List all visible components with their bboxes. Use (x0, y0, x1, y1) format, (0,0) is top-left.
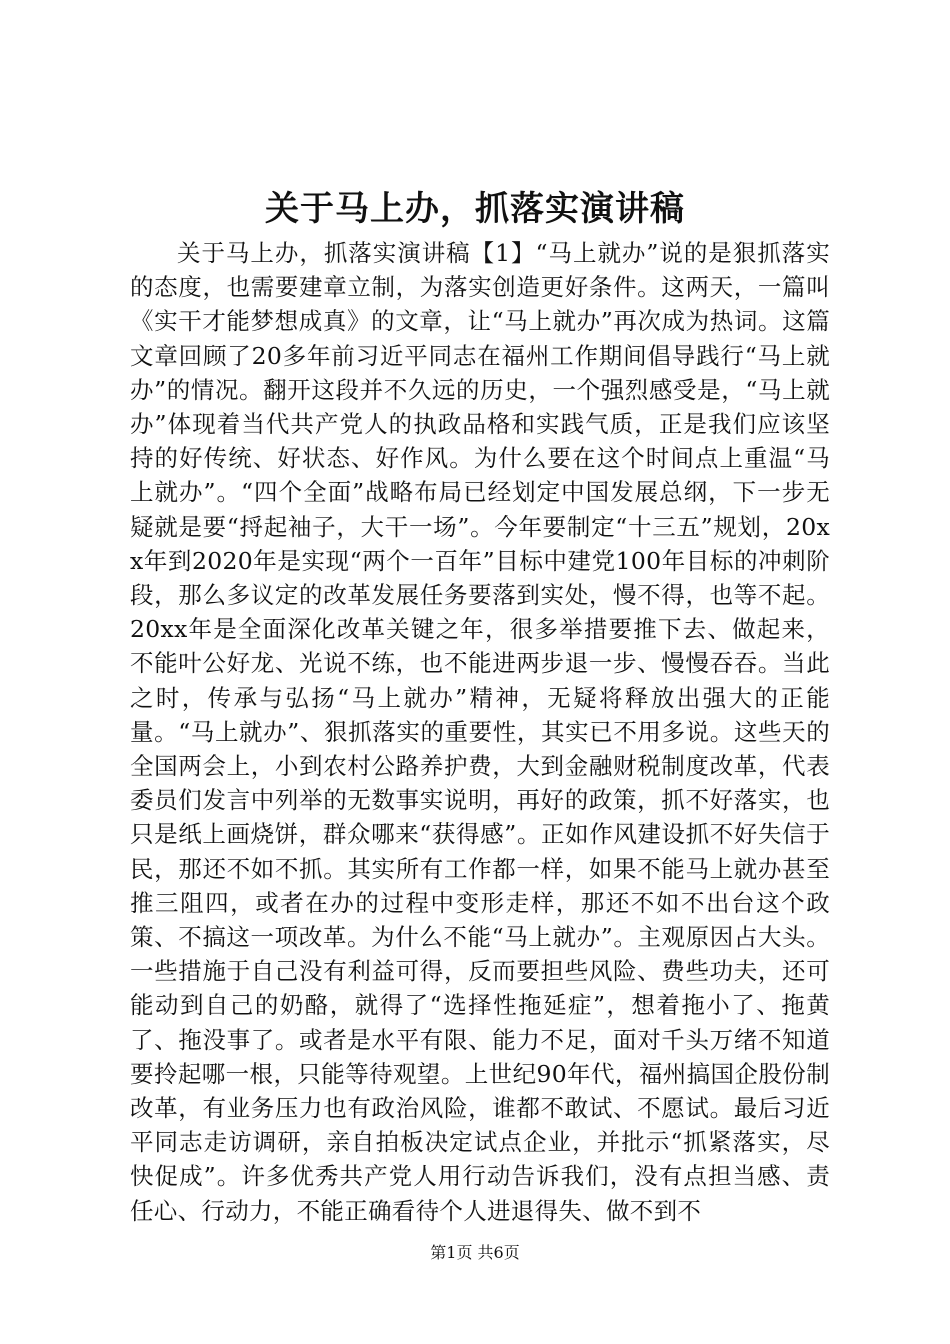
page-number: 第1页 共6页 (430, 1243, 520, 1262)
document-body: 关于马上办，抓落实演讲稿【1】“马上就办”说的是狠抓落实的态度，也需要建章立制，为落实创造更好条件。这两天，一篇叫《实干才能梦想成真》的文章，让“马上就办”再次成为热词。这篇文章回顾了20多年前习近平同志在福州工作期间倡导践行“马上就办”的情况。翻开这段并不久远的历史，一个强烈感受是，“马上就办”体现着当代共产党人的执政品格和实践气质，正是我们应该坚持的好传统、好状态、好作风。为什么要在这个时间点上重温“马上就办”。“四个全面”战略布局已经划定中国发展总纲，下一步无疑就是要“捋起袖子，大干一场”。今年要制定“十三五”规划，20xx年到2020年是实现“两个一百年”目标中建党100年目标的冲刺阶段，那么多议定的改革发展任务要落到实处，慢不得，也等不起。20xx年是全面深化改革关键之年，很多举措要推下去、做起来，不能叶公好龙、光说不练，也不能进两步退一步、慢慢吞吞。当此之时，传承与弘扬“马上就办”精神，无疑将释放出强大的正能量。“马上就办”、狠抓落实的重要性，其实已不用多说。这些天的全国两会上，小到农村公路养护费，大到金融财税制度改革，代表委员们发言中列举的无数事实说明，再好的政策，抓不好落实，也只是纸上画烧饼，群众哪来“获得感”。正如作风建设抓不好失信于民，那还不如不抓。其实所有工作都一样，如果不能马上就办甚至推三阻四，或者在办的过程中变形走样，那还不如不出台这个政策、不搞这一项改革。为什么不能“马上就办”。主观原因占大头。一些措施于自己没有利益可得，反而要担些风险、费些功夫，还可能动到自己的奶酪，就得了“选择性拖延症”，想着拖小了、拖黄了、拖没事了。或者是水平有限、能力不足，面对千头万绪不知道要拎起哪一根，只能等待观望。上世纪90年代，福州搞国企股份制改革，有业务压力也有政治风险，谁都不敢试、不愿试。最后习近平同志走访调研，亲自拍板决定试点企业，并批示“抓紧落实，尽快促成”。许多优秀共产党人用行动告诉我们，没有点担当感、责任心、行动力，不能正确看待个人进退得失、做不到不 (130, 239, 830, 1225)
document-title: 关于马上办，抓落实演讲稿 (265, 189, 685, 229)
